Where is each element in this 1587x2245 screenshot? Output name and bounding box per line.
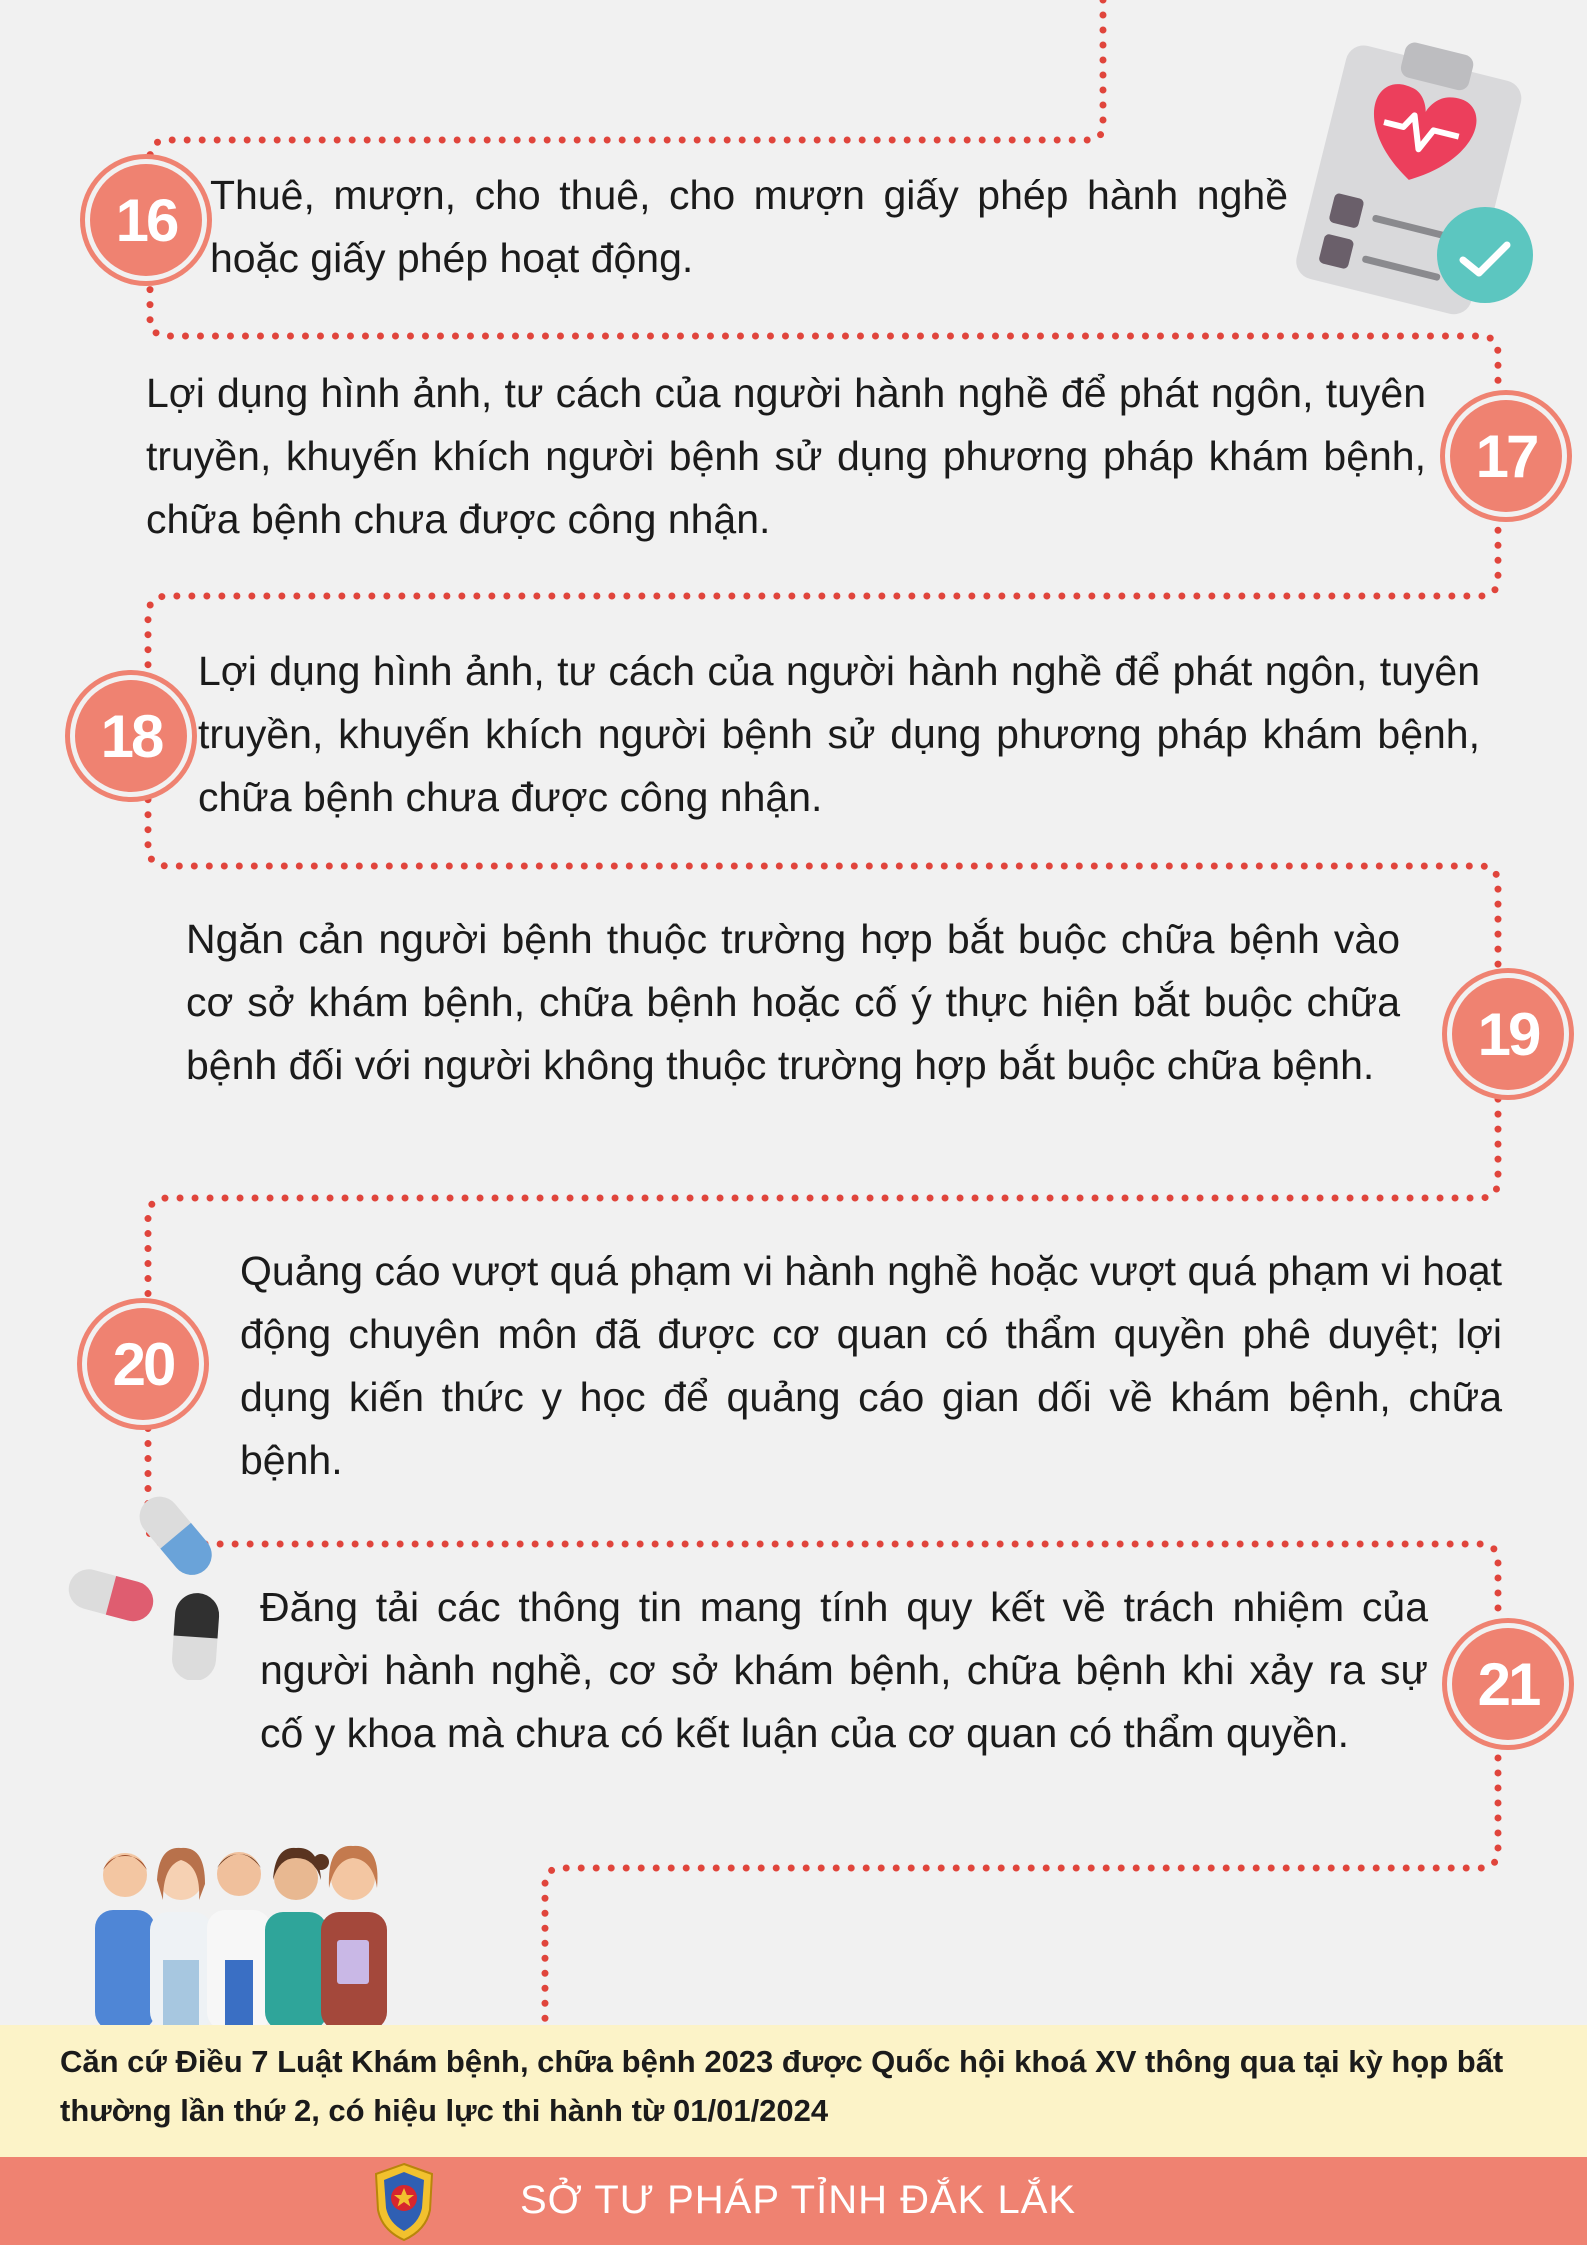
- item-text: Đăng tải các thông tin mang tính quy kết về trách nhiệm của người hành nghề, cơ sở khám bệnh, chữa bệnh khi xảy ra sự cố y khoa mà chưa có kết luận của cơ quan có thẩm quyền.: [260, 1584, 1428, 1756]
- source-note: Căn cứ Điều 7 Luật Khám bệnh, chữa bệnh 2023 được Quốc hội khoá XV thông qua tại kỳ họp bất thường lần thứ 2, có hiệu lực thi hành từ 01/01/2024: [60, 2044, 1504, 2128]
- check-badge-icon: [1435, 205, 1535, 305]
- item-number-badge: 16: [90, 164, 202, 276]
- justice-emblem-icon: [372, 2162, 436, 2242]
- capsule-pill-icon: [55, 1485, 245, 1680]
- item-number-badge: 17: [1450, 400, 1562, 512]
- item-text: Lợi dụng hình ảnh, tư cách của người hành nghề để phát ngôn, tuyên truyền, khuyến khích người bệnh sử dụng phương pháp khám bệnh, chữa bệnh chưa được công nhận.: [146, 370, 1426, 542]
- footer-org-name: SỞ TƯ PHÁP TỈNH ĐẮK LẮK: [520, 2178, 1077, 2222]
- item-number-badge: 20: [87, 1308, 199, 1420]
- item-text: Quảng cáo vượt quá phạm vi hành nghề hoặc vượt quá phạm vi hoạt động chuyên môn đã được cơ quan có thẩm quyền phê duyệt; lợi dụng kiến thức y học để quảng cáo gian dối về khám bệnh, chữa bệnh.: [240, 1248, 1503, 1483]
- item-number-badge: 19: [1452, 978, 1564, 1090]
- item-number-badge: 18: [75, 680, 187, 792]
- item-text: Ngăn cản người bệnh thuộc trường hợp bắt buộc chữa bệnh vào cơ sở khám bệnh, chữa bệnh hoặc cố ý thực hiện bắt buộc chữa bệnh đối với người không thuộc trường hợp bắt buộc chữa bệnh.: [186, 916, 1400, 1088]
- item-text: Thuê, mượn, cho thuê, cho mượn giấy phép hành nghề hoặc giấy phép hoạt động.: [210, 172, 1288, 281]
- item-number-badge: 21: [1452, 1628, 1564, 1740]
- medical-staff-illustration: [85, 1840, 415, 2030]
- item-text: Lợi dụng hình ảnh, tư cách của người hành nghề để phát ngôn, tuyên truyền, khuyến khích người bệnh sử dụng phương pháp khám bệnh, chữa bệnh chưa được công nhận.: [198, 648, 1480, 820]
